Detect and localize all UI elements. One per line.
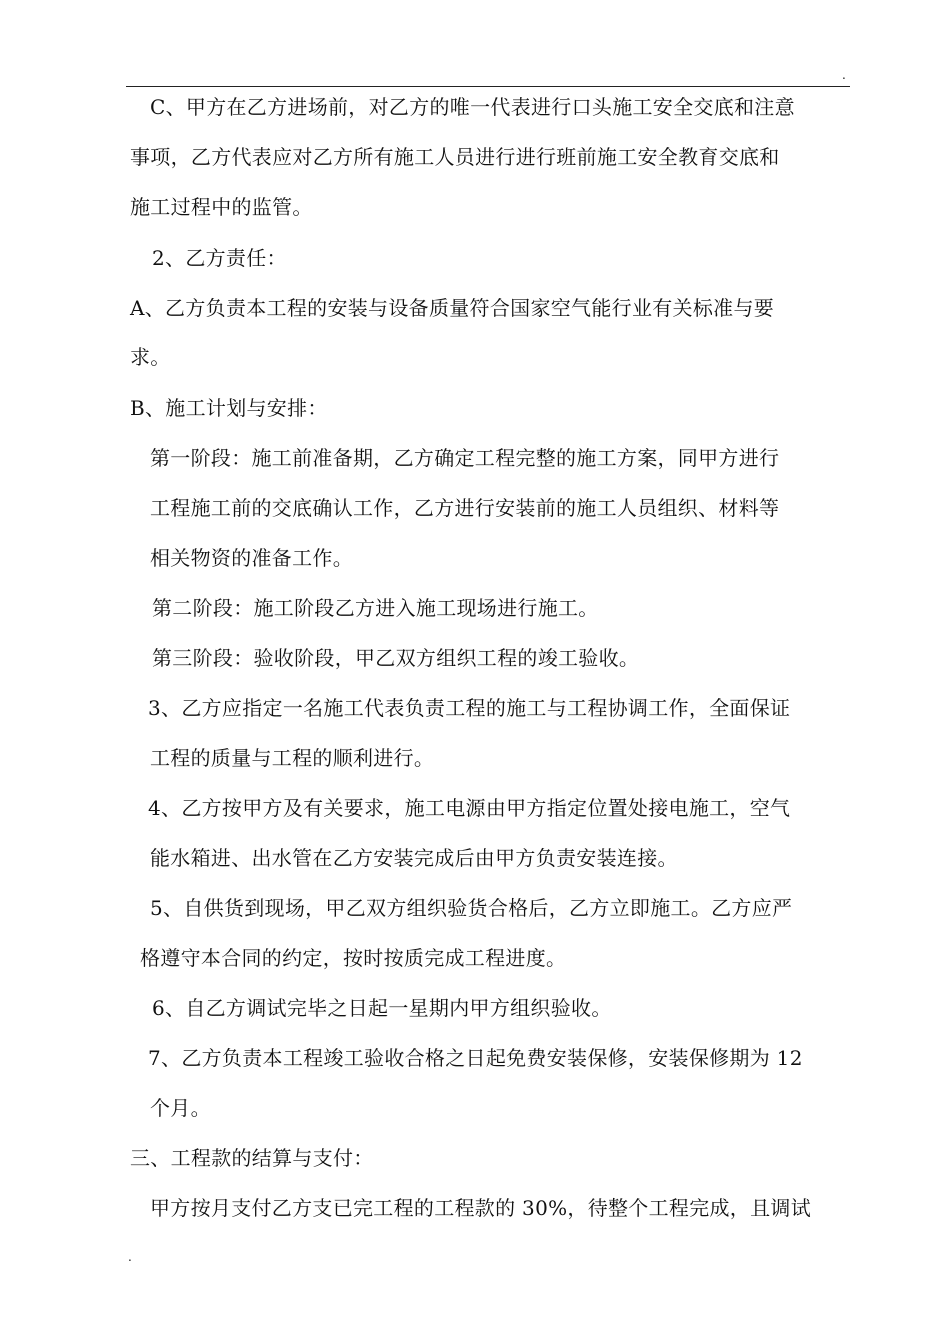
text-line: 5、自供货到现场，甲乙双方组织验货合格后，乙方立即施工。乙方应严 <box>150 896 793 920</box>
text-line: 工程的质量与工程的顺利进行。 <box>150 746 435 770</box>
text-line: 第一阶段：施工前准备期，乙方确定工程完整的施工方案，同甲方进行 <box>150 446 780 470</box>
text-line: 2、乙方责任： <box>152 246 287 270</box>
text-line: A、乙方负责本工程的安装与设备质量符合国家空气能行业有关标准与要 <box>130 296 775 320</box>
text-line: 求。 <box>130 345 171 369</box>
text-line: 三、工程款的结算与支付： <box>130 1146 374 1170</box>
text-line: 个月。 <box>150 1096 211 1120</box>
footer-mark: . <box>128 1250 132 1264</box>
text-line: 事项，乙方代表应对乙方所有施工人员进行进行班前施工安全教育交底和 <box>130 145 780 169</box>
text-line: 3、乙方应指定一名施工代表负责工程的施工与工程协调工作，全面保证 <box>148 696 791 720</box>
text-line: 第三阶段：验收阶段，甲乙双方组织工程的竣工验收。 <box>152 646 640 670</box>
text-line: 工程施工前的交底确认工作，乙方进行安装前的施工人员组织、材料等 <box>150 496 780 520</box>
text-line: 能水箱进、出水管在乙方安装完成后由甲方负责安装连接。 <box>150 846 678 870</box>
text-line: 7、乙方负责本工程竣工验收合格之日起免费安装保修，安装保修期为 12 <box>148 1046 803 1070</box>
text-line: C、甲方在乙方进场前，对乙方的唯一代表进行口头施工安全交底和注意 <box>150 95 795 119</box>
text-line: 格遵守本合同的约定，按时按质完成工程进度。 <box>140 946 567 970</box>
text-line: B、施工计划与安排： <box>130 396 328 420</box>
header-mark: . <box>842 68 846 82</box>
text-line: 相关物资的准备工作。 <box>150 546 353 570</box>
text-line: 第二阶段：施工阶段乙方进入施工现场进行施工。 <box>152 596 599 620</box>
text-line: 6、自乙方调试完毕之日起一星期内甲方组织验收。 <box>152 996 612 1020</box>
text-line: 4、乙方按甲方及有关要求，施工电源由甲方指定位置处接电施工，空气 <box>148 796 791 820</box>
header-rule <box>126 86 850 87</box>
text-line: 甲方按月支付乙方支已完工程的工程款的 30%，待整个工程完成，且调试 <box>150 1196 812 1220</box>
text-line: 施工过程中的监管。 <box>130 195 313 219</box>
